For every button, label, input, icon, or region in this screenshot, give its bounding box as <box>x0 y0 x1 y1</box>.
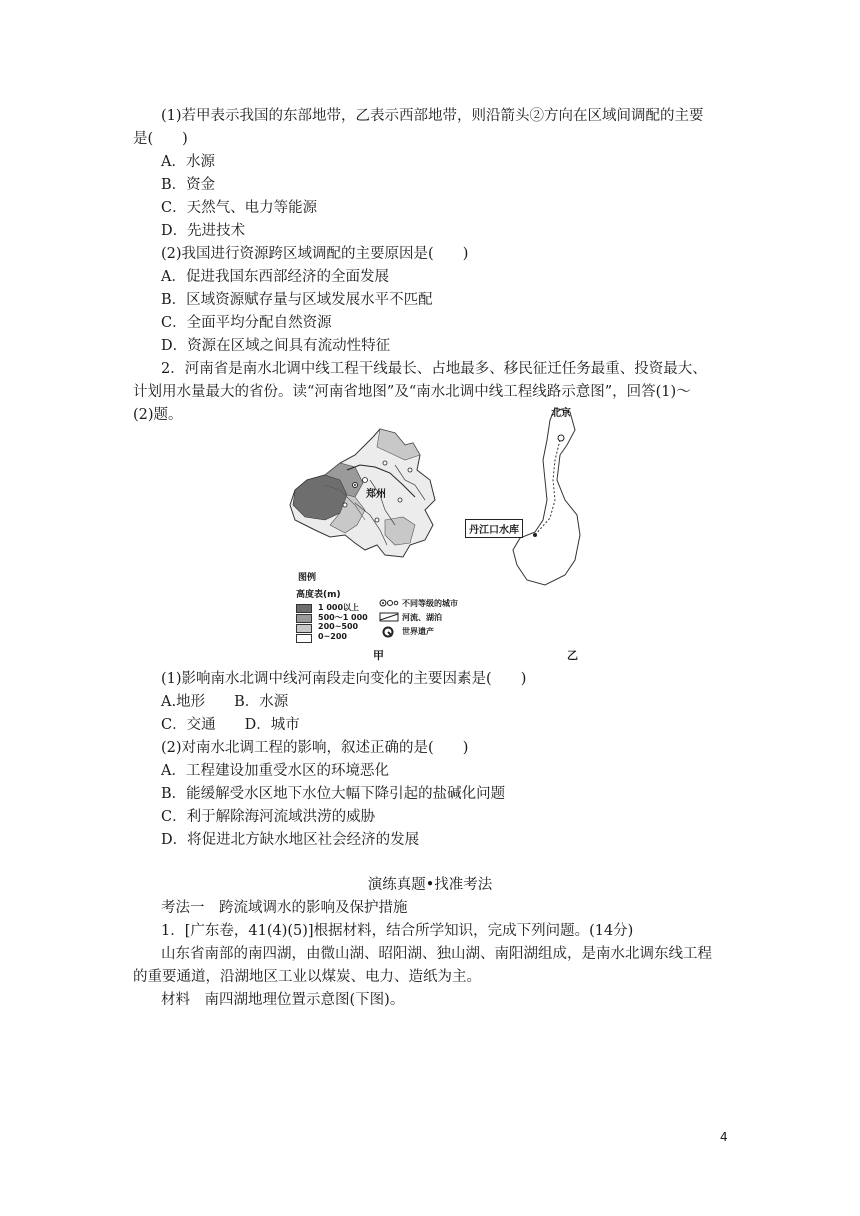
page-number: 4 <box>720 1130 728 1144</box>
q5-option-d: D．将促进北方缺水地区社会经济的发展 <box>161 832 420 848</box>
q3-intro-line1: 2．河南省是南水北调中线工程干线最长、占地最多、移民征迁任务最重、投资最大、 <box>161 361 707 377</box>
elevation-swatch-4 <box>296 634 312 643</box>
q5-option-b: B．能缓解受水区地下水位大幅下降引起的盐碱化问题 <box>161 786 506 802</box>
henan-map <box>285 425 445 565</box>
q3-intro-line2: 计划用水量最大的省份。读“河南省地图”及“南水北调中线工程线路示意图”，回答(1)～ <box>133 384 691 400</box>
q5-option-c: C．利于解除海河流域洪涝的威胁 <box>161 809 376 825</box>
caption-a: 甲 <box>373 649 384 662</box>
q1-option-a: A．水源 <box>161 154 215 170</box>
section-method: 考法一 跨流域调水的影响及保护措施 <box>161 900 408 916</box>
elevation-swatch-3 <box>296 624 312 633</box>
river-lake-icon <box>379 612 399 622</box>
heritage-icon <box>382 626 394 638</box>
elevation-swatch-1 <box>296 604 312 613</box>
section-material: 材料 南四湖地理位置示意图(下图)。 <box>161 992 405 1008</box>
city-symbol-icon <box>379 598 399 608</box>
heritage-label: 世界遗产 <box>402 627 434 636</box>
q4-stem: (1)影响南水北调中线河南段走向变化的主要因素是( ) <box>161 671 527 687</box>
q2-option-b: B．区域资源赋存量与区域发展水平不匹配 <box>161 292 433 308</box>
q5-option-a: A．工程建设加重受水区的环境恶化 <box>161 763 389 779</box>
elevation-level-4: 0~200 <box>318 632 347 641</box>
q1-stem-line1: (1)若甲表示我国的东部地带，乙表示西部地带，则沿箭头②方向在区域间调配的主要 <box>161 108 704 124</box>
legend-title: 图例 <box>298 573 317 583</box>
elevation-level-2: 500～1 000 <box>318 613 368 622</box>
caption-b: 乙 <box>567 649 578 662</box>
q1-option-d: D．先进技术 <box>161 223 246 239</box>
q1-stem-line2: 是( ) <box>133 131 188 147</box>
elevation-swatch-2 <box>296 614 312 623</box>
city-symbol-label: 不同等级的城市 <box>402 599 458 608</box>
map-a-city-label: 郑州 <box>366 489 386 500</box>
section-title: 演练真题•找准考法 <box>367 877 493 893</box>
section-paragraph-line1: 山东省南部的南四湖，由微山湖、昭阳湖、独山湖、南阳湖组成，是南水北调东线工程 <box>161 946 712 962</box>
reservoir-label: 丹江口水库 <box>465 519 523 538</box>
map-b-city-label: 北京 <box>551 408 571 419</box>
river-lake-label: 河流、湖泊 <box>402 613 442 622</box>
q5-stem: (2)对南水北调工程的影响，叙述正确的是( ) <box>161 740 469 756</box>
elevation-title: 高度表(m) <box>296 590 341 600</box>
q2-option-c: C．全面平均分配自然资源 <box>161 315 332 331</box>
section-question: 1．[广东卷，41(4)(5)]根据材料，结合所学知识，完成下列问题。(14分) <box>161 923 634 939</box>
q4-options-row2: C．交通 D．城市 <box>161 717 300 733</box>
route-map <box>505 400 585 600</box>
q1-option-c: C．天然气、电力等能源 <box>161 200 318 216</box>
q2-option-a: A．促进我国东西部经济的全面发展 <box>161 269 389 285</box>
q2-stem: (2)我国进行资源跨区域调配的主要原因是( ) <box>161 246 469 262</box>
q3-intro-line3: (2)题。 <box>133 407 183 423</box>
elevation-level-3: 200~500 <box>318 622 359 631</box>
section-paragraph-line2: 的重要通道，沿湖地区工业以煤炭、电力、造纸为主。 <box>133 969 481 985</box>
elevation-level-1: 1 000以上 <box>318 603 360 612</box>
q4-options-row1: A.地形 B．水源 <box>161 694 289 710</box>
q1-option-b: B．资金 <box>161 177 216 193</box>
q2-option-d: D．资源在区域之间具有流动性特征 <box>161 338 391 354</box>
